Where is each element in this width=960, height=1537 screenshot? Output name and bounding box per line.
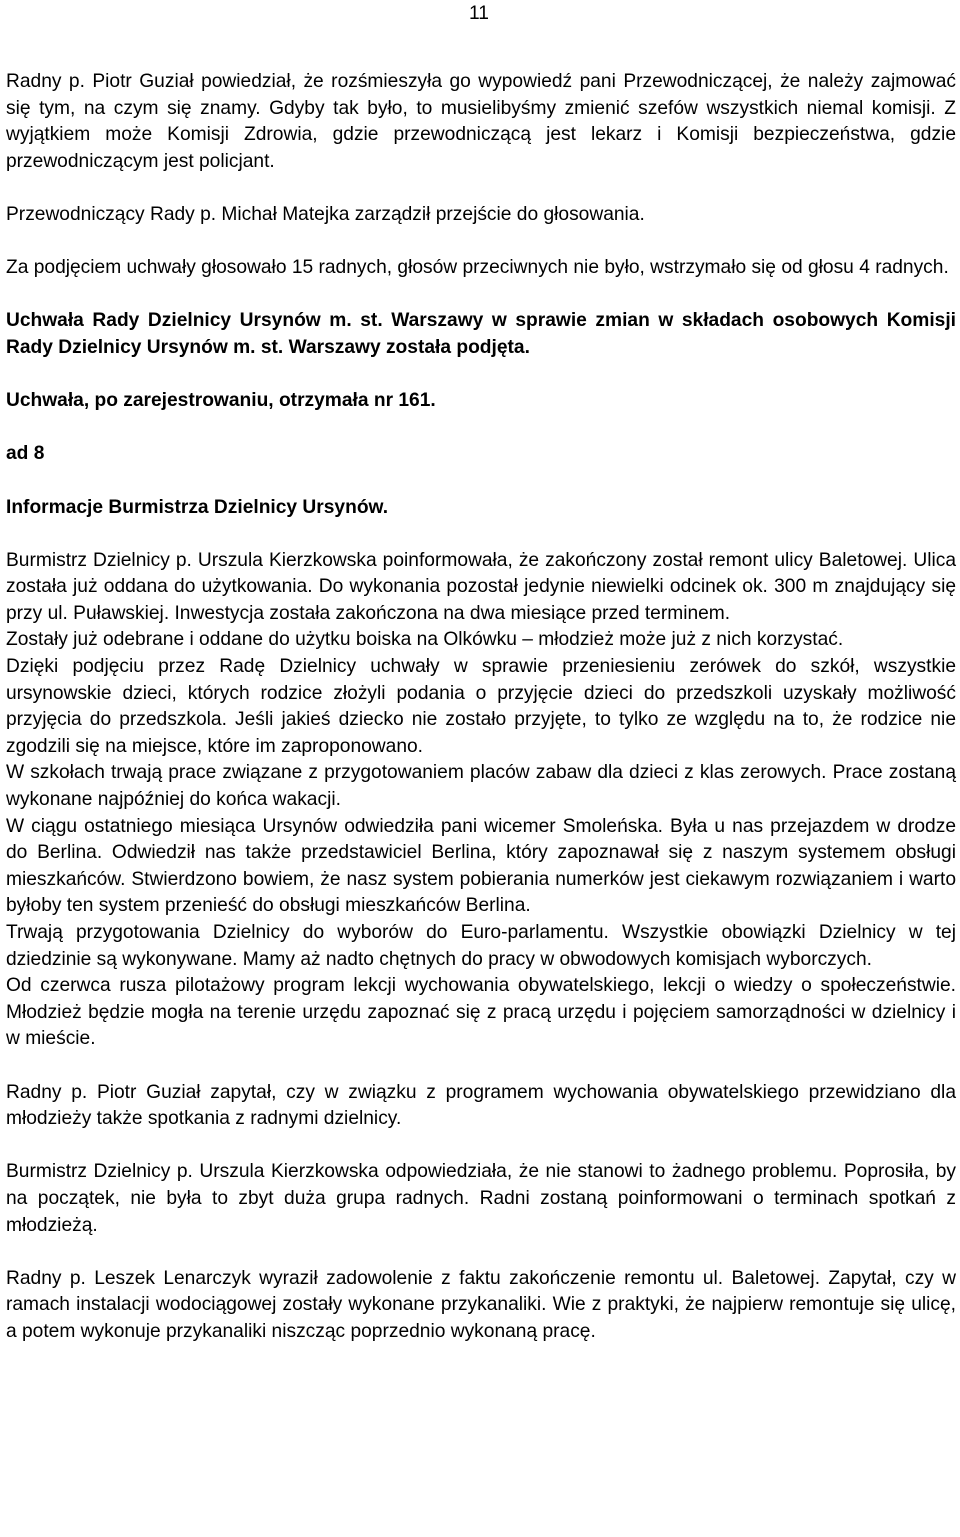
paragraph-lenarczyk-question: Radny p. Leszek Lenarczyk wyraził zadowolenie z faktu zakończenie remontu ul. Baletowej. Zapytał, czy w ramach instalacji wodociągowej zostały wykonane przykanaliki. Wie z praktyki, że najpierw remontuje się ulicę, a potem wykonuje przykanaliki niszcząc poprzednio wykonaną pracę. (6, 1267, 956, 1342)
paragraph-guzial-question: Radny p. Piotr Guział zapytał, czy w związku z programem wychowania obywatelskiego przewidziano dla młodzieży także spotkania z radnymi dzielnicy. (6, 1081, 956, 1130)
paragraph-sports-fields: Zostały już odebrane i oddane do użytku boiska na Olkówku – młodzież może już z nich korzystać. (6, 629, 844, 651)
paragraph-preschools: Dzięki podjęciu przez Radę Dzielnicy uchwały w sprawie przeniesieniu zerówek do szkół, wszystkie ursynowskie dzieci, których rodzice złożyli podania o przyjęcie dzieci do przedszkoli uzyskały możliwość przyjęcia do przedszkola. Jeśli jakieś dziecko nie zostało przyjęte, to tylko ze względu na to, że rodzice nie zgodzili się na miejsce, które im zaproponowano. (6, 656, 956, 757)
section-title: Informacje Burmistrza Dzielnicy Ursynów. (6, 496, 389, 518)
paragraph-playgrounds: W szkołach trwają prace związane z przygotowaniem placów zabaw dla dzieci z klas zerowych. Prace zostaną wykonane najpóźniej do końca wakacji. (6, 762, 956, 811)
paragraph-vote-result: Za podjęciem uchwały głosowało 15 radnych, głosów przeciwnych nie było, wstrzymało się od głosu 4 radnych. (6, 257, 949, 279)
paragraph-mayor-answer: Burmistrz Dzielnicy p. Urszula Kierzkowska odpowiedziała, że nie stanowi to żadnego problemu. Poprosiła, by na początek, nie była to zbyt duża grupa radnych. Radni zostaną poinformowani o terminach spotkań z młodzieżą. (6, 1161, 956, 1236)
paragraph-elections: Trwają przygotowania Dzielnicy do wyborów do Euro-parlamentu. Wszystkie obowiązki Dzielnicy w tej dziedzinie są wykonywane. Mamy aż nadto chętnych do pracy w obwodowych komisjach wyborczych. (6, 922, 956, 970)
paragraph-berlin-visit: W ciągu ostatniego miesiąca Ursynów odwiedziła pani wicemer Smoleńska. Była u nas przejazdem w drodze do Berlina. Odwiedził nas także przedstawiciel Berlina, który zapoznawał się z naszym systemem obsługi mieszkańców. Stwierdzono bowiem, że nasz system pobierania numerków jest ciekawym rozwiązaniem i warto byłoby ten system przenieść do obsługi mieszkańców Berlina. (6, 815, 956, 917)
agenda-item-heading: ad 8 (6, 443, 45, 465)
page-number: 11 (469, 3, 489, 24)
paragraph-guzial-remark: Radny p. Piotr Guział powiedział, że rozśmieszyła go wypowiedź pani Przewodniczącej, że należy zajmować się tym, na czym się znamy. Gdyby tak było, to musielibyśmy zmienić szefów wszystkich niemal komisji. Z wyjątkiem może Komisji Zdrowia, gdzie przewodniczącą jest lekarz i Komisji bezpieczeństwa, gdzie przewodniczącym jest policjant. (6, 71, 956, 172)
document-body (6, 69, 956, 1346)
paragraph-resolution-adopted: Uchwała Rady Dzielnicy Ursynów m. st. Warszawy w sprawie zmian w składach osobowych Komisji Rady Dzielnicy Ursynów m. st. Warszawy została podjęta. (6, 310, 956, 358)
paragraph-civic-program: Od czerwca rusza pilotażowy program lekcji wychowania obywatelskiego, lekcji o wiedzy o społeczeństwie. Młodzież będzie mogła na terenie urzędu zapoznać się z pracą urzędu i pojęciem samorządności w dzielnicy i w mieście. (6, 975, 956, 1050)
paragraph-mayor-report: Burmistrz Dzielnicy p. Urszula Kierzkowska poinformowała, że zakończony został remont ulicy Baletowej. Ulica została już oddana do użytkowania. Do wykonania pozostał jedynie niewielki odcinek ok. 300 m znajdujący się przy ul. Puławskiej. Inwestycja została zakończona na dwa miesiące przed terminem. (6, 549, 956, 624)
paragraph-voting-order: Przewodniczący Rady p. Michał Matejka zarządził przejście do głosowania. (6, 203, 645, 225)
paragraph-resolution-number: Uchwała, po zarejestrowaniu, otrzymała nr 161. (6, 390, 436, 412)
